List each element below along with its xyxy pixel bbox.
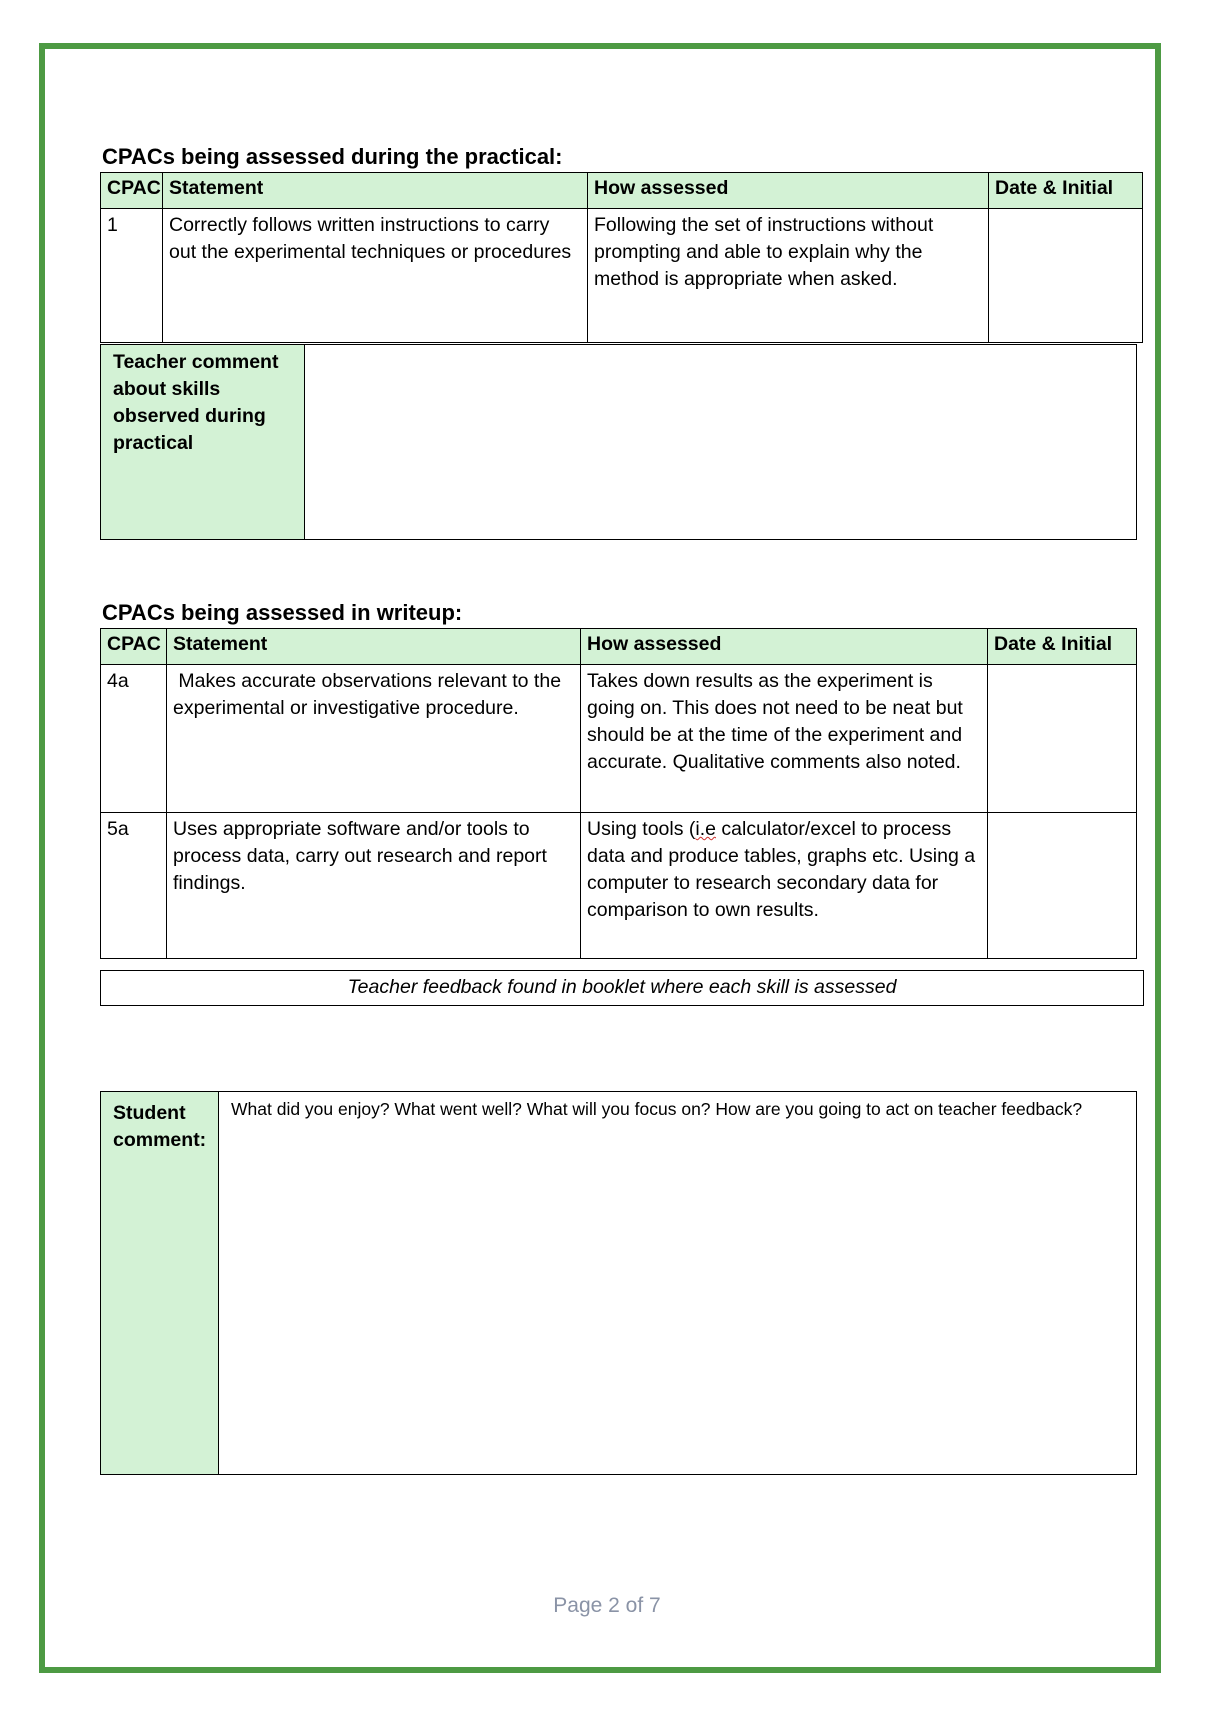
writeup-cpac-table xyxy=(100,628,1137,959)
cpac-code: 1 xyxy=(101,209,163,343)
header-how-assessed: How assessed xyxy=(581,629,988,665)
table-header-row xyxy=(101,173,1143,209)
cpac-how-assessed: Takes down results as the experiment is going on. This does not need to be neat but should be at the time of the experiment and accurate. Qualitative comments also noted. xyxy=(581,665,988,813)
header-statement: Statement xyxy=(167,629,581,665)
writeup-heading: CPACs being assessed in writeup: xyxy=(102,600,463,625)
teacher-comment-label: Teacher comment about skills observed during practical xyxy=(101,345,305,540)
teacher-comment-field[interactable] xyxy=(305,345,1137,540)
teacher-feedback-note: Teacher feedback found in booklet where each skill is assessed xyxy=(100,970,1144,1006)
date-initial-cell[interactable] xyxy=(988,665,1137,813)
header-how-assessed: How assessed xyxy=(588,173,989,209)
practical-cpac-table xyxy=(100,172,1143,343)
table-header-row xyxy=(101,629,1137,665)
cpac-how-assessed xyxy=(581,813,988,959)
header-date-initial: Date & Initial xyxy=(989,173,1143,209)
spellcheck-flagged-word: i.e xyxy=(695,818,716,840)
cpac-statement: Correctly follows written instructions to carry out the experimental techniques or procedures xyxy=(163,209,588,343)
cpac-statement: Uses appropriate software and/or tools to process data, carry out research and report findings. xyxy=(167,813,581,959)
how-text-end: calculator/excel to process data and produce tables, graphs etc. Using a computer to research secondary data for comparison to own results. xyxy=(587,818,976,921)
cpac-code: 4a xyxy=(101,665,167,813)
table-row xyxy=(101,665,1137,813)
date-initial-cell[interactable] xyxy=(988,813,1137,959)
cpac-statement: Makes accurate observations relevant to the experimental or investigative procedure. xyxy=(167,665,581,813)
cpac-code: 5a xyxy=(101,813,167,959)
how-text-start: Using tools ( xyxy=(587,818,696,840)
header-cpac: CPAC xyxy=(101,173,163,209)
date-initial-cell[interactable] xyxy=(989,209,1143,343)
student-comment-label: Student comment: xyxy=(101,1092,219,1475)
table-row xyxy=(101,209,1143,343)
page-number: Page 2 of 7 xyxy=(553,1594,661,1617)
student-comment-field[interactable]: What did you enjoy? What went well? What will you focus on? How are you going to act on teacher feedback? xyxy=(219,1092,1137,1475)
header-statement: Statement xyxy=(163,173,588,209)
teacher-comment-table xyxy=(100,344,1137,540)
header-cpac: CPAC xyxy=(101,629,167,665)
student-comment-table xyxy=(100,1091,1137,1475)
table-row xyxy=(101,813,1137,959)
practical-heading: CPACs being assessed during the practical: xyxy=(102,144,563,169)
header-date-initial: Date & Initial xyxy=(988,629,1137,665)
cpac-how-assessed: Following the set of instructions without prompting and able to explain why the method is appropriate when asked. xyxy=(588,209,989,343)
